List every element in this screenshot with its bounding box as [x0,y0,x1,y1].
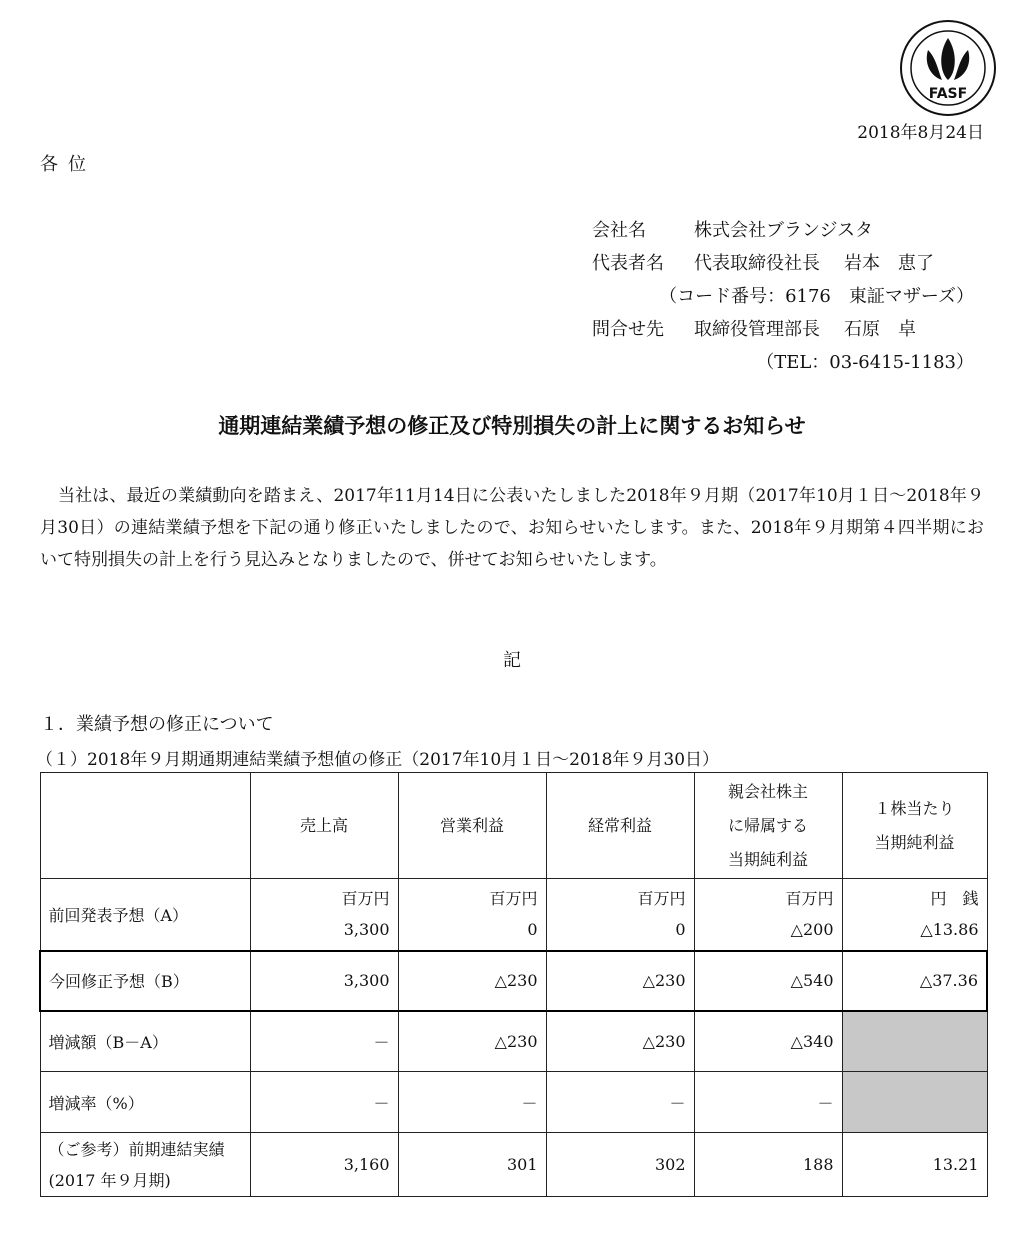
addressee: 各位 [40,154,96,175]
representative-title: 代表取締役社長 [694,253,820,274]
cell: △230 [398,1011,546,1072]
shaded-cell [842,1072,987,1133]
table-row-highlighted [40,951,987,1011]
cell: 301 [398,1133,546,1197]
section-1-heading: １．業績予想の修正について [40,714,274,735]
cell: 302 [546,1133,694,1197]
logo-text: FASF [928,86,968,102]
header-ordinary-profit: 経常利益 [546,773,694,879]
cell: 百万円 0 [546,879,694,951]
cell: 百万円 0 [398,879,546,951]
representative-name: 岩本 恵了 [844,253,934,274]
row-label-rate: 増減率（%） [40,1072,250,1133]
cell: △37.36 [842,951,987,1011]
cell: 3,160 [250,1133,398,1197]
cell: 百万円 3,300 [250,879,398,951]
header-operating-profit: 営業利益 [398,773,546,879]
row-label-ref: （ご参考）前期連結実績 (2017 年９月期) [40,1133,250,1197]
fasf-logo [898,18,998,118]
cell: 13.21 [842,1133,987,1197]
representative-label: 代表者名 [592,253,664,274]
row-label-curr: 今回修正予想（B） [40,951,250,1011]
cell: － [250,1072,398,1133]
cell: 3,300 [250,951,398,1011]
table-row [40,1133,987,1197]
cell: △540 [694,951,842,1011]
cell: 188 [694,1133,842,1197]
cell: 円 銭 △13.86 [842,879,987,951]
stock-code: （コード番号：6176 東証マザーズ） [659,286,974,307]
section-1-1-heading: （１）2018年９月期通期連結業績予想値の修正（2017年10月１日～2018年９月30日） [36,750,720,770]
cell: 百万円 △200 [694,879,842,951]
cell: △230 [546,1011,694,1072]
cell: △340 [694,1011,842,1072]
body-paragraph: 当社は、最近の業績動向を踏まえ、2017年11月14日に公表いたしました2018年９月期（2017年10月１日～2018年９月30日）の連結業績予想を下記の通り修正いたしましたので、お知らせいたします。また、2018年９月期第４四半期において特別損失の計上を行う見込みとなりましたので、併せてお知らせいたします。 [40,486,984,570]
ki-heading: 記 [503,650,521,671]
company-info [592,214,974,379]
contact-name: 石原 卓 [844,319,916,340]
row-label-diff: 増減額（B－A） [40,1011,250,1072]
cell: － [250,1011,398,1072]
table-row [40,1011,987,1072]
shaded-cell [842,1011,987,1072]
row-label-prev: 前回発表予想（A） [40,879,250,951]
company-name-label: 会社名 [592,220,646,241]
cell: － [398,1072,546,1133]
company-name: 株式会社ブランジスタ [694,220,874,241]
header-sales: 売上高 [250,773,398,879]
forecast-table [39,772,988,1197]
contact-label: 問合せ先 [592,319,664,340]
cell: △230 [398,951,546,1011]
table-row [40,879,987,951]
cell: △230 [546,951,694,1011]
table-header-row [40,773,987,879]
document-title: 通期連結業績予想の修正及び特別損失の計上に関するお知らせ [218,414,806,438]
header-eps: １株当たり 当期純利益 [842,773,987,879]
contact-title: 取締役管理部長 [694,319,820,340]
issue-date: 2018年8月24日 [857,123,984,143]
cell: － [546,1072,694,1133]
cell: － [694,1072,842,1133]
table-row [40,1072,987,1133]
header-net-income: 親会社株主 に帰属する 当期純利益 [694,773,842,879]
telephone: （TEL：03-6415-1183） [756,352,974,373]
